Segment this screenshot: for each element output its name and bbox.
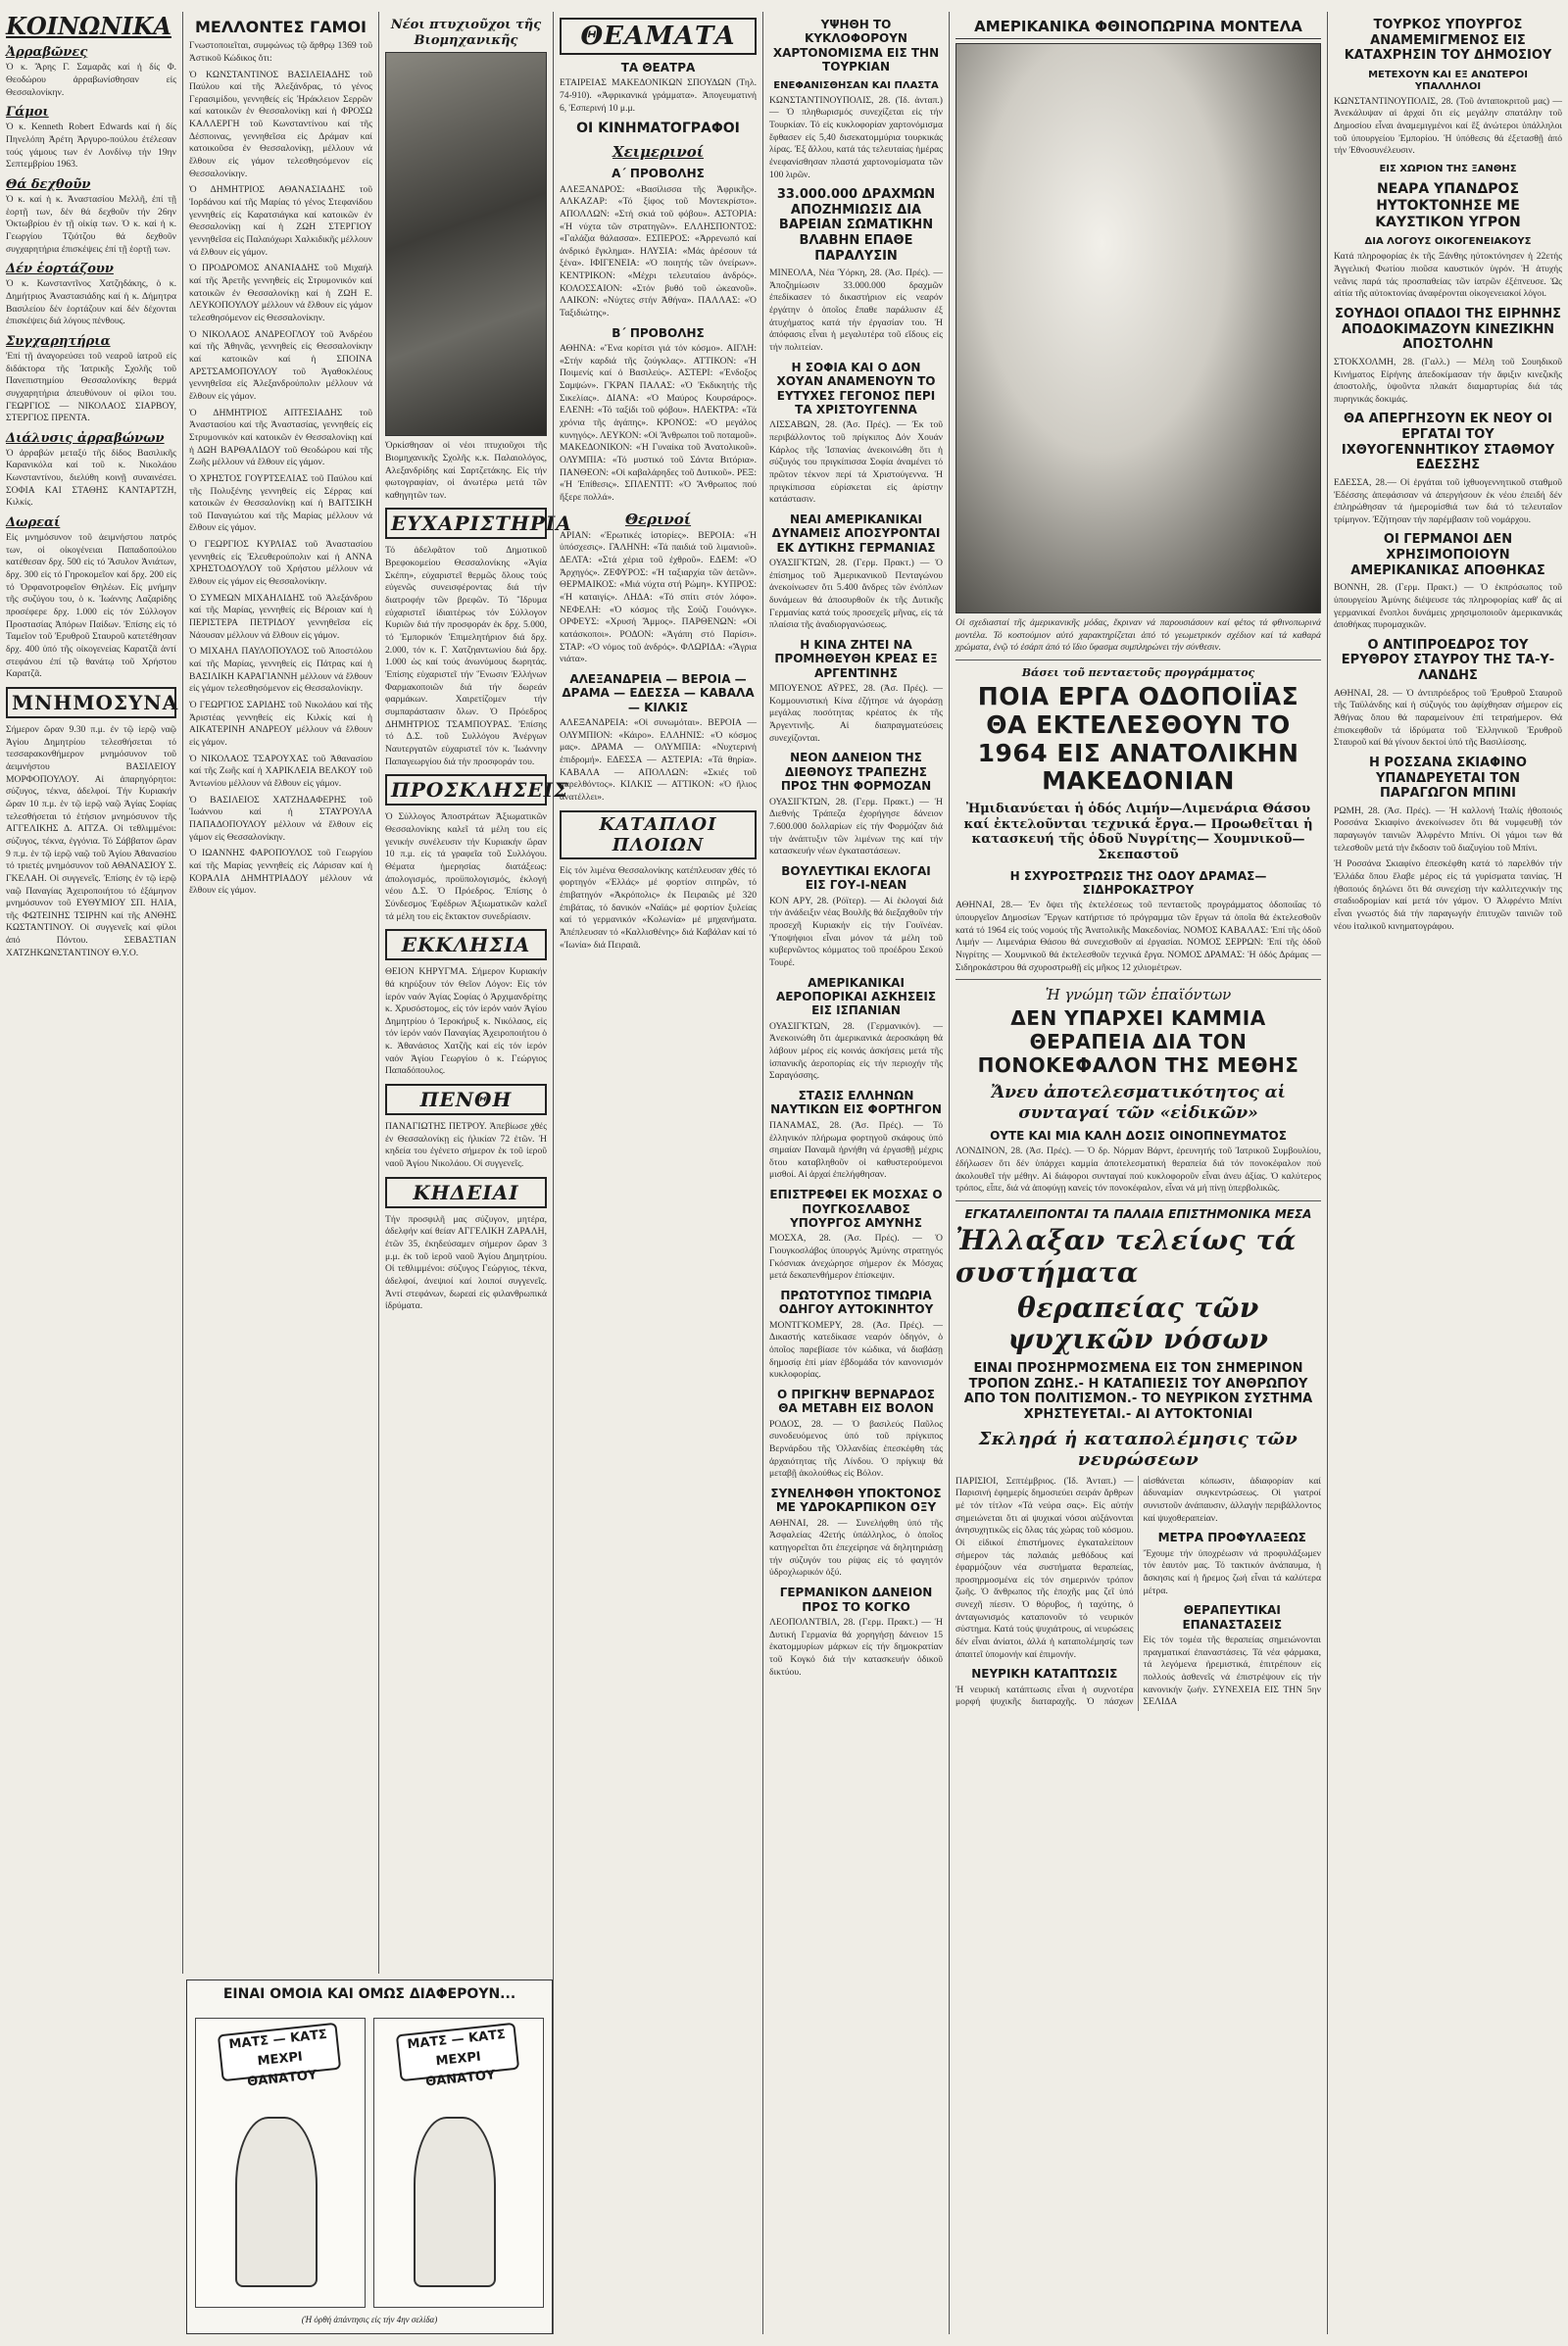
column-notices: [378, 12, 572, 1974]
drink-title: ΔΕΝ ΥΠΑΡΧΕΙ ΚΑΜΜΙΑ ΘΕΡΑΠΕΙΑ ΔΙΑ ΤΟΝ ΠΟΝΟΚΕΦΑΛΟΝ ΤΗΣ ΜΕΘΗΣ: [977, 1006, 1299, 1078]
marriage-notice: Ὁ ΒΑΣΙΛΕΙΟΣ ΧΑΤΖΗΔΑΦΕΡΗΣ τοῦ Ἰωάννου καί ἡ ΣΤΑΥΡΟΥΛΑ ΠΑΠΑΔΟΠΟΥΛΟΥ μέλλουν νά ἔλθουν εἰς γάμον εἰς Θεσσαλονίκην.: [189, 794, 372, 843]
mourning-text: ΠΑΝΑΓΙΩΤΗΣ ΠΕΤΡΟΥ. Ἀπεβίωσε χθές ἐν Θεσσαλονίκῃ εἰς ἡλικίαν 72 ἐτῶν. Ἡ κηδεία του ἐγένετο σήμερον ἐκ τοῦ ἱεροῦ ναοῦ Ἁγίου Νικολάου. Οἱ συγγενεῖς.: [385, 1121, 547, 1170]
second-run-label: Β΄ ΠΡΟΒΟΛΗΣ: [612, 325, 705, 340]
therapy-text: Εἰς τόν τομέα τῆς θεραπείας σημειώνονται πραγματικαί ἐπαναστάσεις. Τά νέα φάρμακα, τά λεγόμενα ἠρεμιστικά, ἐπιτρέπουν εἰς πολλούς ἀσθενεῖς νά ἐπιστρέψουν εἰς τήν κανονικήν ζωήν. ΣΥΝΕΧΕΙΑ ΕΙΣ ΤΗΝ 5ην ΣΕΛΙΔΑ: [1143, 1634, 1321, 1708]
right-news-2-text: Κατά πληροφορίας ἐκ τῆς Ξάνθης ηὐτοκτόνησεν ἡ 22ετής Ἀγγελική Φωτίου πιοῦσα καυστικόν ὑγρόν. Ἡ ἀτυχής νεᾶνις παρά τάς προσπαθείας τῶν ἰατρῶν ἐξέπνευσε. Ὡς αἰτία τῆς αὐτοκτονίας ἀναφέρονται οἰκογενειακοί λόγοι.: [1334, 251, 1562, 300]
news-8-title: ΑΜΕΡΙΚΑΝΙΚΑΙ ΑΕΡΟΠΟΡΙΚΑΙ ΑΣΚΗΣΕΙΣ ΕΙΣ ΙΣΠΑΝΙΑΝ: [775, 975, 937, 1018]
mental-subtitle-3: ΝΕΥΡΙΚΗ ΚΑΤΑΠΤΩΣΙΣ: [971, 1667, 1118, 1682]
news-10-title: ΕΠΙΣΤΡΕΦΕΙ ΕΚ ΜΟΣΧΑΣ Ο ΠΟΥΓΚΟΣΛΑΒΟΣ ΥΠΟΥΡΓΟΣ ΑΜΥΝΗΣ: [769, 1188, 943, 1230]
marriage-notice: Ὁ ΔΗΜΗΤΡΙΟΣ ΑΠΤΕΣΙΑΔΗΣ τοῦ Ἀναστασίου καί τῆς Ἀναστασίας, γεννηθείς εἰς Στρυμονικόν καί κατοικῶν ἐν Θεσσαλονίκῃ καί ἡ ΔΩΗ ΒΑΡΘΑΛΙΔΟΥ τοῦ Θεοδώρου καί τῆς Ζωῆς μέλλουν νά ἔλθουν εἰς γάμον.: [189, 407, 372, 468]
marriage-notice: Ὁ ΙΩΑΝΝΗΣ ΦΑΡΟΠΟΥΛΟΣ τοῦ Γεωργίου καί τῆς Μαρίας γεννηθείς εἰς Λάρισαν καί ἡ ΚΟΡΑΛΙΑ ΔΗΜΗΤΡΙΑΔΟΥ μέλλουν νά ἔλθουν εἰς γάμον.: [189, 848, 372, 897]
summer-list: ΑΡΙΑΝ: «Ἐρωτικές ἱστορίες». ΒΕΡΟΙΑ: «Ἡ ὑπόσχεσις». ΓΑΛΗΝΗ: «Τά παιδιά τοῦ λιμανιοῦ». ΔΕΛΤΑ: «Στά χέρια τοῦ ἐχθροῦ». ΕΔΕΜ: «Ὁ Ἀρχηγός». ΖΕΦΥΡΟΣ: «Ἡ ταξιαρχία τῶν ἀετῶν». ΘΕΡΜΑΙΚΟΣ: «Μιά νύχτα στή Ρώμη». ΚΥΠΡΟΣ: «Ἡ καταιγίς». ΛΗΔΑ: «Τό σπίτι στόν λόφο». ΝΕΦΕΛΗ: «Ὁ κόσμος τῆς Σούζι Γουόνγκ». ΟΡΦΕΥΣ: «Χρυσή Ἄμμος». ΠΑΡΘΕΝΩΝ: «Οἱ κατάσκοποι». ΡΟΔΟΝ: «Ἀγάπη στό Παρίσι». ΣΤΑΡ: «Ὁ νόμος τοῦ ἀνδρός». ΦΛΩΡΙΔΑ: «Ἄγρια νιάτα».: [560, 529, 757, 665]
right-news-4-title: ΘΑ ΑΠΕΡΓΗΣΟΥΝ ΕΚ ΝΕΟΥ ΟΙ ΕΡΓΑΤΑΙ ΤΟΥ ΙΧΘΥΟΓΕΝΝΗΤΙΚΟΥ ΣΤΑΘΜΟΥ ΕΔΕΣΣΗΣ: [1341, 412, 1555, 473]
provinces-label: ΑΛΕΞΑΝΔΡΕΙΑ — ΒΕΡΟΙΑ — ΔΡΑΜΑ — ΕΔΕΣΣΑ — ΚΑΒΑΛΑ — ΚΙΛΚΙΣ: [562, 671, 755, 714]
receptions-heading: Θά δεχθοῦν: [6, 176, 91, 192]
right-news-2-title: ΝΕΑΡΑ ΥΠΑΝΔΡΟΣ ΗΥΤΟΚΤΟΝΗΣΕ ΜΕ ΚΑΥΣΤΙΚΟΝ ΥΓΡΟΝ: [1375, 181, 1521, 230]
news-1-title: ΥΨΗΘΗ ΤΟ ΚΥΚΛΟΦΟΡΟΥΝ ΧΑΡΤΟΝΟΜΙΣΜΑ ΕΙΣ ΤΗΝ ΤΟΥΡΚΙΑΝ: [772, 18, 940, 74]
church-title: ΕΚΚΛΗΣΙΑ: [385, 929, 547, 960]
engagements-heading: Ἀρραβῶνες: [6, 45, 88, 61]
fashion-photo: [956, 43, 1321, 613]
memorials-title: ΜΝΗΜΟΣΥΝΑ: [6, 687, 176, 718]
news-7-title: ΒΟΥΛΕΥΤΙΚΑΙ ΕΚΛΟΓΑΙ ΕΙΣ ΓΟΥ-Ι-ΝΕΑΝ: [781, 863, 931, 893]
thanks-text: Τό ἀδελφᾶτον τοῦ Δημοτικοῦ Βρεφοκομείου Θεσσαλονίκης «Ἁγία Σκέπη», εὐχαριστεῖ θερμῶς ὅλους τούς εὐγενῶς συνεισφέροντας διά τήν διατροφήν τῶν βρεφῶν. Τό Ἵδρυμα εὐχαριστεῖ ἰδιαιτέρως τόν Σύλλογον Κυριῶν διά τήν προσφοράν ἐκ δρχ. 5.000, τό Ἐμπορικόν Ἐπιμελητήριον διά δρχ. 2.000, τόν κ. Γ. Χατζηαντωνίου διά δρχ. 1.000 ὡς καί τούς ἀνωνύμους δωρητάς. Ἐπίσης εὐχαριστεῖ τήν Ἕνωσιν Ἐλλήνων Φαρμακοποιῶν διά τήν δωρεάν φαρμάκων. Χαιρετίζομεν τήν συμπαράστασιν ὅλων. Ὁ Πρόεδρος ΔΗΜΗΤΡΙΟΣ ΤΣΑΜΠΟΥΡΑΣ. Ἐπίσης τό Δ.Σ. τοῦ Συλλόγου Ἀνέργων Ναυτεργατῶν εὐχαριστεῖ τόν κ. Ἰωάννην Παπαγεωργίου διά τήν προσφοράν του.: [385, 545, 547, 767]
marriage-notice: Ὁ ΓΕΩΡΓΙΟΣ ΣΑΡΙΔΗΣ τοῦ Νικολάου καί τῆς Ἀριστέας γεννηθείς εἰς Κιλκίς καί ἡ ΑΙΚΑΤΕΡΙΝΗ ΑΝΔΡΕΟΥ μέλλουν νά ἔλθουν εἰς γάμον.: [189, 700, 372, 748]
mental-title-1: Ἠλλαξαν τελείως τά συστήματα: [956, 1224, 1297, 1289]
marriage-notice: Ὁ ΜΙΧΑΗΛ ΠΑΥΛΟΠΟΥΛΟΣ τοῦ Ἀποστόλου καί τῆς Μαρίας, γεννηθείς εἰς Πάτρας καί ἡ ΒΑΣΙΛΙΚΗ ΚΑΡΑΓΙΑΝΝΗ μέλλουν νά ἔλθουν εἰς γάμον τελεσθησόμενον εἰς Θεσσαλονίκην.: [189, 646, 372, 695]
right-news-6-text: ΑΘΗΝΑΙ, 28. — Ὁ ἀντιπρόεδρος τοῦ Ἐρυθροῦ Σταυροῦ τῆς Ταϋλάνδης καί ἡ σύζυγός του ἀφίχθησαν σήμερον εἰς Ἀθήνας ὅπου θά παραμείνουν ἐπί τετραήμερον. Θά ἐπισκεφθοῦν τά ἱδρύματα τοῦ Ἑλληνικοῦ Ἐρυθροῦ Σταυροῦ καί θά γίνουν δεκτοί ὑπό τῆς Βασιλίσσης.: [1334, 687, 1562, 749]
news-1-text: ΚΩΝΣΤΑΝΤΙΝΟΥΠΟΛΙΣ, 28. (Ἰδ. ἀνταπ.) — Ὁ πληθωρισμός συνεχίζεται εἰς τήν Τουρκίαν. Τό εἰς κυκλοφορίαν χαρτονόμισμα ἔφθασεν εἰς 5,40 δισεκατομμύρια τουρκικάς λίρας. Ἐξ ἄλλου, κατά τάς τελευταίας ἡμέρας ἐνεφανίσθησαν πλαστά χαρτονομίσματα τῶν 100 λιρῶν.: [769, 94, 943, 180]
graduates-title: Νέοι πτυχιοῦχοι τῆς Βιομηχανικῆς: [390, 18, 542, 48]
news-14-title: ΓΕΡΜΑΝΙΚΟΝ ΔΑΝΕΙΟΝ ΠΡΟΣ ΤΟ ΚΟΓΚΟ: [779, 1586, 933, 1614]
drink-subtitle: Ἄνευ ἀποτελεσματικότητος αἱ συνταγαί τῶν «εἰδικῶν»: [991, 1083, 1286, 1123]
donations-text: Εἰς μνημόσυνον τοῦ ἀειμνήστου πατρός των, οἱ οἰκογένειαι Παπαδοπούλου κατέθεσαν δρχ. 500 εἰς τό Ἄσυλον Ἀνιάτων, δρχ. 300 εἰς τό Γηροκομεῖον καί δρχ. 200 εἰς τό Ὀρφανοτροφεῖον Θηλέων. Εἰς μνήμην τῆς συζύγου του, ὁ κ. Ἰωάννης Λαζαρίδης προσέφερε δρχ. 1.000 εἰς τόν Σύλλογον Προστασίας Ἀπόρων Παίδων. Ἐπίσης εἰς τό Ταμεῖον τοῦ Ἐρυθροῦ Σταυροῦ κατετέθησαν δρχ. 400 ὑπό τῆς οἰκογενείας Καρατζᾶ ἀντί στεφάνου ἐπί τῷ θανάτῳ τοῦ Χρήστου Καρατζᾶ.: [6, 532, 176, 680]
shows-title: ΘΕΑΜΑΤΑ: [560, 18, 757, 55]
drink-subtitle-2: ΟΥΤΕ ΚΑΙ ΜΙΑ ΚΑΛΗ ΔΟΣΙΣ ΟΙΝΟΠΝΕΥΜΑΤΟΣ: [990, 1129, 1287, 1144]
divider: [956, 979, 1321, 980]
news-7-text: ΚΟΝ ΑΡΥ, 28. (Ρόϊτερ). — Αἱ ἐκλογαί διά τήν ἀνάδειξιν νέας Βουλῆς θά διεξαχθοῦν τήν προσεχῆ Κυριακήν εἰς τήν Γουϊνέαν. Ὑποψήφιοι εἶναι μόνον τά μέλη τοῦ κυβερνῶντος κόμματος τοῦ προέδρου Σεκού Τουρέ.: [769, 895, 943, 968]
invites-text: Ὁ Σύλλογος Ἀποστράτων Ἀξιωματικῶν Θεσσαλονίκης καλεῖ τά μέλη του εἰς γενικήν συνέλευσιν τήν Κυριακήν ὥραν 10 π.μ. εἰς τά γραφεῖα τοῦ Συλλόγου. Θέματα ἡμερησίας διατάξεως: ἀπολογισμός, προϋπολογισμός, ἐκλογή νέου Δ.Σ. Ὁ Πρόεδρος. Ἐπίσης ὁ Σύνδεσμος Ἐφέδρων Ἀξιωματικῶν καλεῖ τά μέλη του εἰς ἔκτακτον συνεδρίασιν.: [385, 811, 547, 922]
news-3-text: ΛΙΣΣΑΒΩΝ, 28. (Ἀσ. Πρές). — Ἐκ τοῦ περιβάλλοντος τοῦ πρίγκιπος Δόν Χουάν Κάρλος τῆς Ἱσπανίας ἀνεκοινώθη ὅτι ἡ σύζυγός του πριγκίπισσα Σοφία ἀναμένει τό πρῶτον τέκνον περί τά Χριστούγεννα. Ἡ πριγκίπισσα εὑρίσκεται εἰς ἀρίστην κατάστασιν.: [769, 419, 943, 506]
ships-title: ΚΑΤΑΠΛΟΙ ΠΛΟΙΩΝ: [560, 810, 757, 859]
news-12-title: Ο ΠΡΙΓΚΗΨ ΒΕΡΝΑΡΔΟΣ ΘΑ ΜΕΤΑΒΗ ΕΙΣ ΒΟΛΟΝ: [777, 1387, 935, 1416]
weddings-heading: Γάμοι: [6, 105, 49, 121]
marriage-notice: Ὁ ΧΡΗΣΤΟΣ ΓΟΥΡΤΣΕΛΙΑΣ τοῦ Παύλου καί τῆς Πολυξένης γεννηθείς εἰς Σέρρας καί κατοικῶν ἐν Θεσσαλονίκῃ καί ἡ ΒΑΙΤΣΙΚΗ τοῦ Παναγιώτου καί τῆς Μαρίας μέλλουν νά ἔλθουν εἰς γάμον.: [189, 472, 372, 534]
mental-subtitle-4: ΜΕΤΡΑ ΠΡΟΦΥΛΑΞΕΩΣ: [1157, 1531, 1306, 1545]
right-news-7-title: Η ΡΟΣΣΑΝΑ ΣΚΙΑΦΙΝΟ ΥΠΑΝΔΡΕΥΕΤΑΙ ΤΟΝ ΠΑΡΑΓΩΓΟΝ ΜΠΙΝΙ: [1369, 755, 1527, 802]
therapy-label: ΘΕΡΑΠΕΥΤΙΚΑΙ ΕΠΑΝΑΣΤΑΣΕΙΣ: [1182, 1603, 1283, 1632]
plan-subtitle-2: Η ΣΧΥΡΟΣΤΡΩΣΙΣ ΤΗΣ ΟΔΟΥ ΔΡΑΜΑΣ—ΣΙΔΗΡΟΚΑΣΤΡΟΥ: [1009, 868, 1267, 897]
marriage-notice: Ὁ ΝΙΚΟΛΑΟΣ ΑΝΔΡΕΟΓΛΟΥ τοῦ Ἀνδρέου καί τῆς Ἀθηνᾶς, γεννηθείς εἰς Θεσσαλονίκην καί κατοικῶν καί ἡ ΣΠΟΙΝΑ ΑΡΣΤΣΑΜΟΠΟΥΛΟΥ τοῦ Ἀγαθοκλέους γεννηθεῖσα εἰς Ἀλεξανδρούπολιν μέλλουν νά ἔλθουν εἰς γάμον.: [189, 328, 372, 402]
church-text: ΘΕΙΟΝ ΚΗΡΥΓΜΑ. Σήμερον Κυριακήν θά κηρύξουν τόν Θεῖον Λόγον: Εἰς τόν ἱερόν ναόν Ἁγίας Σοφίας ὁ Ἀρχιμανδρίτης κ. Χρυσόστομος, εἰς τόν ἱερόν ναόν Ἁγίου Δημητρίου ὁ Ἱεροκήρυξ κ. Νικόλαος, εἰς τόν ἱερόν ναόν Παναγίας Ἀχειροποιήτου ὁ κ. Ἀθανάσιος Χατζῆς καί εἰς τόν ἱερόν ναόν Ἁγίου Γεωργίου ὁ κ. Γεώργιος Παπαδόπουλος.: [385, 966, 547, 1077]
column-social: [0, 12, 182, 2334]
funerals-text: Τήν προσφιλῆ μας σύζυγον, μητέρα, ἀδελφήν καί θείαν ΑΓΓΕΛΙΚΗ ΖΑΡΑΛΗ, ἐτῶν 35, ἐκηδεύσαμεν σήμερον ὥραν 3 μ.μ. ἐκ τοῦ ἱεροῦ ναοῦ Ἁγίου Δημητρίου. Οἱ τεθλιμμένοι: σύζυγος Γεώργιος, τέκνα, ἀδελφοί, ἀνεψιοί καί λοιποί συγγενεῖς. Ἀντί στεφάνων, δωρεαί εἰς φιλανθρωπικά ἱδρύματα.: [385, 1213, 547, 1312]
news-2-text: ΜΙΝΕΟΛΑ, Νέα Ὑόρκη, 28. (Ἀσ. Πρές). — Ἀποζημίωσιν 33.000.000 δραχμῶν ἐπεδίκασεν τό δικαστήριον εἰς νεαρόν ἐργάτην ὁ ὁποῖος ἔπαθε παράλυσιν ἐξ ἀτυχήματος κατά τήν ἐργασίαν του. Ἡ ἀπόφασις εἶναι ἡ μεγαλυτέρα τοῦ εἴδους εἰς τήν πολιτείαν.: [769, 268, 943, 354]
no-celebration-text: Ὁ κ. Κωνσταντῖνος Χατζηδάκης, ὁ κ. Δημήτριος Ἀναστασιάδης καί ἡ κ. Δήμητρα Βασιλείου δέν ἑορτάζουν καί δέν δέχονται ἐπισκέψεις διά λόγους πένθους.: [6, 278, 176, 327]
right-news-4-text: ΕΔΕΣΣΑ, 28.— Οἱ ἐργάται τοῦ ἰχθυογεννητικοῦ σταθμοῦ Ἐδέσσης ἀπεφάσισαν νά ἀπεργήσουν ἐκ νέου ἐπειδή δέν ἐπληρώθησαν τά ἡμερομίσθιά των διά τό τελευταῖον τρίμηνον. Ἐζήτησαν τήν παρέμβασιν τοῦ νομάρχου.: [1334, 476, 1562, 525]
news-1-subtitle: ΕΝΕΦΑΝΙΣΘΗΣΑΝ ΚΑΙ ΠΛΑΣΤΑ: [773, 79, 939, 91]
news-2-title: 33.000.000 ΔΡΑΧΜΩΝ ΑΠΟΖΗΜΙΩΣΙΣ ΔΙΑ ΒΑΡΕΙΑΝ ΣΩΜΑΤΙΚΗΝ ΒΛΑΒΗΝ ΕΠΑΘΕ ΠΑΡΑΛΥΣΙΝ: [776, 187, 936, 264]
mental-text: ΠΑΡΙΣΙΟΙ, Σεπτέμβριος. (Ἰδ. Ἀνταπ.) — Παρισινή ἐφημερίς δημοσιεύει σειράν ἄρθρων μέ τόν τίτλον «Τά νεύρα σας». Εἰς αὐτήν σημειώνεται ὅτι αἱ ψυχικαί νόσοι αὐξάνονται ἀνησυχητικῶς εἰς ὅλας τάς χώρας τοῦ κόσμου. Οἱ εἰδικοί ἐπιστήμονες ἐγκαταλείπουν σήμερον τάς παλαιάς μεθόδους καί ἐφαρμόζουν νέα συστήματα θεραπείας, προσηρμοσμένα εἰς τόν σημερινόν τρόπον ζωῆς. Ὁ ἄνθρωπος τῆς ἐποχῆς μας ζεῖ ὑπό συνεχῆ πίεσιν. Ὁ θόρυβος, ἡ ταχύτης, ὁ ἀνταγωνισμός καταπονοῦν τό νευρικόν σύστημα. Κατά τούς ψυχιάτρους, αἱ νευρώσεις δέν εἶναι ἀνίατοι, ἀλλά ἡ καταπολέμησίς των ἀπαιτεῖ ὑπομονήν καί ἐπιμονήν.: [956, 1475, 1134, 1660]
right-news-7-text-2: Ἡ Ροσσάνα Σκιαφίνο ἐπεσκέφθη κατά τό παρελθόν τήν Ἑλλάδα ὅπου ἔλαβε μέρος εἰς τά γυρίσματα ταινίας. Ἡ ἠθοποιός δηλώνει ὅτι θά συνεχίσῃ τήν καλλιτεχνικήν της σταδιοδρομίαν καί μετά τόν γάμον. Ὁ Ἀλφρέντο Μπίνι εἶναι γνωστός διά τήν παραγωγήν ἐπιτυχῶν ταινιῶν τοῦ νέου ἰταλικοῦ κινηματογράφου.: [1334, 858, 1562, 932]
right-news-7-text: ΡΩΜΗ, 28. (Ἀσ. Πρές). — Ἡ καλλονή Ἰταλίς ἠθοποιός Ροσσάνα Σκιαφίνο ἀνεκοίνωσεν ὅτι θά νυμφευθῇ τόν παραγωγόν ταινιῶν Ἀλφρέντο Μπίνι. Οἱ γάμοι των θά τελεσθοῦν μετά τήν ἔκδοσιν τοῦ διαζυγίου τοῦ Μπίνι.: [1334, 805, 1562, 854]
mental-kicker: ΕΓΚΑΤΑΛΕΙΠΟΝΤΑΙ ΤΑ ΠΑΛΑΙΑ ΕΠΙΣΤΗΜΟΝΙΚΑ ΜΕΣΑ: [964, 1207, 1312, 1222]
mental-body: [956, 1476, 1321, 1711]
marriage-notice: Ὁ ΝΙΚΟΛΑΟΣ ΤΣΑΡΟΥΧΑΣ τοῦ Ἀθανασίου καί τῆς Ζωῆς καί ἡ ΧΑΡΙΚΛΕΙΑ ΒΕΛΚΟΥ τοῦ Ἀντωνίου μέλλουν νά ἔλθουν εἰς γάμον.: [189, 753, 372, 789]
news-5-title: Η ΚΙΝΑ ΖΗΤΕΙ ΝΑ ΠΡΟΜΗΘΕΥΘΗ ΚΡΕΑΣ ΕΞ ΑΡΓΕΝΤΙΝΗΣ: [774, 637, 938, 680]
right-news-3-title: ΣΟΥΗΔΟΙ ΟΠΑΔΟΙ ΤΗΣ ΕΙΡΗΝΗΣ ΑΠΟΔΟΚΙΜΑΖΟΥΝ ΚΙΝΕΖΙΚΗΝ ΑΠΟΣΤΟΛΗΝ: [1334, 307, 1562, 353]
cartoon-figure-right: [414, 2117, 496, 2287]
right-news-2-label: ΕΙΣ ΧΩΡΙΟΝ ΤΗΣ ΞΑΝΘΗΣ: [1379, 164, 1517, 175]
news-14-text: ΛΕΟΠΟΛΝΤΒΙΛ, 28. (Γερμ. Πρακτ.) — Ἡ Δυτική Γερμανία θά χορηγήσῃ δάνειον 15 ἑκατομμυρίων μάρκων εἰς τήν δημοκρατίαν τοῦ Κογκό διά τήν κατασκευήν ὁδικοῦ δικτύου.: [769, 1616, 943, 1678]
fashion-caption: Οἱ σχεδιασταί τῆς ἀμερικανικῆς μόδας, ἔκριναν νά παρουσιάσουν καί φέτος τά φθινοπωρινά μοντέλα. Τό κοστούμιον αὐτό χαρακτηρίζεται ἀπό τό γεωμετρικόν σχέδιον καί τά καθαρά χρώματα, ἐνῷ τό ἐσάρπ ἀπό τό ἴδιο ὕφασμα συμπληρώνει τήν σύνθεσιν.: [956, 617, 1321, 654]
news-8-text: ΟΥΑΣΙΓΚΤΩΝ, 28. (Γερμανικόν). — Ἀνεκοινώθη ὅτι ἀμερικανικά ἀεροσκάφη θά λάβουν μέρος εἰς κοινάς ἀσκήσεις μετά τῆς ἱσπανικῆς ἀεροπορίας εἰς τήν περιοχήν τῆς Σαραγόσσης.: [769, 1020, 943, 1082]
marriage-notice: Ὁ ΓΕΩΡΓΙΟΣ ΚΥΡΛΙΑΣ τοῦ Ἀναστασίου γεννηθείς εἰς Ἐλευθερούπολιν καί ἡ ΑΝΝΑ ΧΡΗΣΤΟΔΟΥΛΟΥ τοῦ Χρήστου μέλλουν νά ἔλθουν εἰς γάμον εἰς Θεσσαλονίκην.: [189, 539, 372, 588]
engagements-text: Ὁ κ. Ἄρης Γ. Σαμαρᾶς καί ἡ δίς Φ. Θεοδώρου ἀρραβωνίσθησαν εἰς Θεσσαλονίκην.: [6, 62, 176, 98]
plan-title: ΠΟΙΑ ΕΡΓΑ ΟΔΟΠΟΙΪΑΣ ΘΑ ΕΚΤΕΛΕΣΘΟΥΝ ΤΟ 1964 ΕΙΣ ΑΝΑΤΟΛΙΚΗΝ ΜΑΚΕΔΟΝΙΑΝ: [977, 682, 1299, 796]
news-9-title: ΣΤΑΣΙΣ ΕΛΛΗΝΩΝ ΝΑΥΤΙΚΩΝ ΕΙΣ ΦΟΡΤΗΓΟΝ: [770, 1089, 942, 1117]
divider: [956, 1200, 1321, 1201]
marriage-notice: Ὁ ΠΡΟΔΡΟΜΟΣ ΑΝΑΝΙΑΔΗΣ τοῦ Μιχαήλ καί τῆς Ἀρετῆς γεννηθείς εἰς Στρυμονικόν καί κατοικῶν ἐν Θεσσαλονίκῃ καί ἡ ΖΩΗ Ε. ΛΕΥΚΟΠΟΥΛΟΥ μέλλουν νά ἔλθουν εἰς γάμον τελεσθησόμενον εἰς Θεσσαλονίκην.: [189, 263, 372, 323]
cinema-title: ΟΙ ΚΙΝΗΜΑΤΟΓΡΑΦΟΙ: [576, 121, 740, 137]
funerals-title: ΚΗΔΕΙΑΙ: [385, 1177, 547, 1208]
news-3-title: Η ΣΟΦΙΑ ΚΑΙ Ο ΔΟΝ ΧΟΥΑΝ ΑΝΑΜΕΝΟΥΝ ΤΟ ΕΥΤΥΧΕΣ ΓΕΓΟΝΟΣ ΠΕΡΙ ΤΑ ΧΡΙΣΤΟΥΓΕΝΝΑ: [776, 360, 936, 416]
cartoon: [186, 1979, 553, 2334]
cartoon-panel-left: [195, 2018, 366, 2308]
marriage-notice: Ὁ ΚΩΝΣΤΑΝΤΙΝΟΣ ΒΑΣΙΛΕΙΑΔΗΣ τοῦ Παύλου καί τῆς Ἀλεξάνδρας, τό γένος Γερασιμίδου, γεννηθείς εἰς Ἠράκλειον Σερρῶν καί κατοικῶν ἐν Θεσσαλονίκῃ καί ἡ ΦΡΟΣΩ ΚΑΛΛΕΡΓΗ τοῦ Κωνσταντίνου καί τῆς Δέσποινας, γεννηθεῖσα εἰς Δράμαν καί κατοικοῦσα ἐν Θεσσαλονίκῃ, μέλλουν νά ἔλθουν εἰς γάμον τελεσθησόμενον εἰς Θεσσαλονίκην.: [189, 69, 372, 179]
drink-kicker: Ἡ γνώμη τῶν ἐπαϊόντων: [1045, 986, 1232, 1004]
ships-text: Εἰς τόν λιμένα Θεσσαλονίκης κατέπλευσαν χθές τό φορτηγόν «Ἑλλάς» μέ φορτίον σιτηρῶν, τό ἐπιβατηγόν «Ἀκρόπολις» ἐκ Πειραιῶς μέ 320 ἐπιβάτας, τό δανικόν «Ναϊάς» μέ φορτίον ξυλείας καί τό γερμανικόν «Κολωνία» μέ μηχανήματα. Ἀπέπλευσαν τό «Καλλισθένης» διά Καβάλαν καί τό «Ἰωνία» διά Πειραιᾶ.: [560, 864, 757, 951]
news-6-title: ΝΕΟΝ ΔΑΝΕΙΟΝ ΤΗΣ ΔΙΕΘΝΟΥΣ ΤΡΑΠΕΖΗΣ ΠΡΟΣ ΤΗΝ ΦΟΡΜΟΖΑΝ: [780, 751, 932, 794]
news-12-text: ΡΟΔΟΣ, 28. — Ὁ βασιλεύς Παῦλος συνοδευόμενος ὑπό τοῦ πρίγκιπος Βερνάρδου τῆς Ὀλλανδίας ἐπεσκέφθη τάς ἀρχαιότητας τῆς Λίνδου. Ὁ πρίγκιψ θά μεταβῇ ἀκολούθως εἰς Βόλον.: [769, 1418, 943, 1480]
news-11-title: ΠΡΩΤΟΤΥΠΟΣ ΤΙΜΩΡΙΑ ΟΔΗΓΟΥ ΑΥΤΟΚΙΝΗΤΟΥ: [778, 1288, 934, 1317]
column-world-news: [762, 12, 949, 2334]
mental-subtitle-2: Σκληρά ἡ καταπολέμησις τῶν νευρώσεων: [978, 1428, 1298, 1470]
theatres-text: ΕΤΑΙΡΕΙΑΣ ΜΑΚΕΔΟΝΙΚΩΝ ΣΠΟΥΔΩΝ (Τηλ. 74-910). «Ἀφρικανικά γράμματα». Ἀπογευματινή 6, Ἑσπερινή 10 μ.μ.: [560, 77, 757, 114]
invites-title: ΠΡΟΣΚΛΗΣΕΙΣ: [385, 774, 547, 806]
provinces-list: ΑΛΕΞΑΝΔΡΕΙΑ: «Οἱ συνωμόται». ΒΕΡΟΙΑ — ΟΛΥΜΠΙΟΝ: «Κάιρο». ΕΛΛΗΝΙΣ: «Ὁ κόσμος μας». ΔΡΑΜΑ — ΟΛΥΜΠΙΑ: «Νυχτερινή ἐπιδρομή». ΕΔΕΣΣΑ — ΑΣΤΕΡΙΑ: «Τά θηρία». ΚΑΒΑΛΑ — ΑΠΟΛΛΩΝ: «Σκιές τοῦ παρελθόντος». ΚΙΛΚΙΣ — ΑΤΤΙΚΟΝ: «Ὁ ἥλιος ἀνατέλλει».: [560, 717, 757, 804]
mental-text-2: Ἡ νευρική κατάπτωσις εἶναι ἡ συχνοτέρα μορφή ψυχικῆς διαταραχῆς. Ὁ πάσχων αἰσθάνεται κόπωσιν, ἀδιαφορίαν καί ἀδυναμίαν συγκεντρώσεως. Οἱ γιατροί συνιστοῦν ἀνάπαυσιν, ἀλλαγήν περιβάλλοντος καί ψυχοθεραπείαν.: [956, 1475, 1321, 1708]
cartoon-panel-right: [373, 2018, 544, 2308]
news-10-text: ΜΟΣΧΑ, 28. (Ἀσ. Πρές). — Ὁ Γιουγκοσλάβος ὑπουργός Ἀμύνης στρατηγός Γκόσνιακ ἀνεχώρησε σήμερον ἐκ Μόσχας μετά δεκαπενθήμερον ἐπίσκεψιν.: [769, 1233, 943, 1282]
first-run-list: ΑΛΕΞΑΝΔΡΟΣ: «Βασίλισσα τῆς Ἀφρικῆς». ΑΛΚΑΖΑΡ: «Τό ξίφος τοῦ Μοντεκρίστο». ΑΠΟΛΛΩΝ: «Στή σκιά τοῦ φόβου». ΑΣΤΟΡΙΑ: «Ἡ νύχτα τῶν στρατηγῶν». ΕΛΛΗΣΠΟΝΤΟΣ: «Γαλάζια θάλασσα». ΕΣΠΕΡΟΣ: «Ἀρρενωπό καί ἀνδρικό ἔγκλημα». ΗΛΥΣΙΑ: «Μάς ἀρέσουν τά ξένα». ΙΦΙΓΕΝΕΙΑ: «Ὁ ποιητής τῶν ὀνείρων». ΚΕΝΤΡΙΚΟΝ: «Μέχρι τελευταίου ἀνδρός». ΚΟΛΟΣΣΑΙΟΝ: «Στόν βυθό τοῦ ὠκεανοῦ». ΛΑΙΚΟΝ: «Νύχτες στήν Ἀθήνα». ΠΑΛΛΑΣ: «Ὁ Ταξιδιώτης».: [560, 183, 757, 319]
cartoon-sign-left: ΜΑΤΣ — ΚΑΤΣ ΜΕΧΡΙ ΘΑΝΑΤΟΥ: [218, 2023, 341, 2081]
marriage-notice: Ὁ ΔΗΜΗΤΡΙΟΣ ΑΘΑΝΑΣΙΑΔΗΣ τοῦ Ἰορδάνου καί τῆς Μαρίας τό γένος Στεφανίδου γεννηθείς εἰς Καρατσιάγκα καί κατοικῶν ἐν Θεσσαλονίκῃ καί ἡ ΖΩΗ ΣΤΕΡΓΙΟΥ γεννηθεῖσα εἰς Παλαιόχωρι Χαλκιδικῆς μέλλουν νά ἔλθουν εἰς γάμον.: [189, 184, 372, 258]
right-news-5-title: ΟΙ ΓΕΡΜΑΝΟΙ ΔΕΝ ΧΡΗΣΙΜΟΠΟΙΟΥΝ ΑΜΕΡΙΚΑΝΙΚΑΣ ΑΠΟΘΗΚΑΣ: [1350, 532, 1545, 578]
marriages-title: ΜΕΛΛΟΝΤΕΣ ΓΑΜΟΙ: [194, 18, 367, 36]
right-news-1-title: ΤΟΥΡΚΟΣ ΥΠΟΥΡΓΟΣ ΑΝΑΜΕΜΙΓΜΕΝΟΣ ΕΙΣ ΚΑΤΑΧΡΗΣΙΝ ΤΟΥ ΔΗΜΟΣΙΟΥ: [1344, 18, 1552, 64]
news-6-text: ΟΥΑΣΙΓΚΤΩΝ, 28. (Γερμ. Πρακτ.) — Ἡ Διεθνής Τράπεζα ἐχορήγησε δάνειον 7.600.000 δολλαρίων εἰς τήν Φορμόζαν διά τήν ἀνάπτυξιν τῶν λιμένων της καί τήν κατασκευήν νέων ἐγκαταστάσεων.: [769, 796, 943, 857]
fashion-title: ΑΜΕΡΙΚΑΝΙΚΑ ΦΘΙΝΟΠΩΡΙΝΑ ΜΟΝΤΕΛΑ: [956, 18, 1321, 39]
right-news-3-text: ΣΤΟΚΧΟΛΜΗ, 28. (Γαλλ.) — Μέλη τοῦ Σουηδικοῦ Κινήματος Εἰρήνης ἀπεδοκίμασαν τήν ἄφιξιν κινεζικῆς ἀποστολῆς, ὑψοῦντα πλακάτ διαμαρτυρίας διά τάς πυρηνικάς δοκιμάς.: [1334, 356, 1562, 405]
column-features: [949, 12, 1327, 2334]
no-celebration-heading: Δέν ἑορτάζουν: [6, 262, 114, 277]
graduates-caption: Ὁρκίσθησαν οἱ νέοι πτυχιοῦχοι τῆς Βιομηχανικῆς Σχολῆς κ.κ. Παλαιολόγος, Αλεξανδρίδης καί Σαρτζετάκης. Εἰς τήν φωτογραφίαν, οἱ ἀνωτέρω μετά τῶν καθηγητῶν των.: [385, 440, 547, 501]
right-news-6-title: Ο ΑΝΤΙΠΡΟΕΔΡΟΣ ΤΟΥ ΕΡΥΘΡΟΥ ΣΤΑΥΡΟΥ ΤΗΣ ΤΑ-Υ-ΛΑΝΔΗΣ: [1341, 637, 1555, 684]
broken-engagement-text: Ὁ ἀρραβών μεταξύ τῆς δίδος Βασιλικῆς Καρανικόλα καί τοῦ κ. Νικολάου Κωνσταντίνου, διελύθη κοινῇ συναινέσει. ΣΟΦΙΑ ΚΑΙ ΣΤΑΘΗΣ ΚΑΝΤΑΡΤΖΗ, Κιλκίς.: [6, 447, 176, 509]
marriage-notice: Ὁ ΣΥΜΕΩΝ ΜΙΧΑΗΛΙΔΗΣ τοῦ Ἀλεξάνδρου καί τῆς Μαρίας, γεννηθείς εἰς Βέροιαν καί ἡ ΠΕΡΙΣΤΕΡΑ ΠΕΤΡΙΔΟΥ γεννηθεῖσα εἰς Νάουσαν μέλλουν νά ἔλθουν εἰς γάμον.: [189, 592, 372, 641]
plan-text: ΑΘΗΝΑΙ, 28.— Ἐν ὄψει τῆς ἐκτελέσεως τοῦ πενταετοῦς προγράμματος ὁδοποιΐας τό ὑπουργεῖον Δημοσίων Ἔργων κατήρτισε τό πρόγραμμα τῶν ἔργων τά ὁποῖα θά ἐκτελεσθοῦν κατά τό 1964 εἰς τούς νομούς τῆς Ἀνατολικῆς Μακεδονίας. ΝΟΜΟΣ ΚΑΒΑΛΑΣ: Ἐπί τῆς ὁδοῦ Λιμήν — Λιμενάρια Θάσου θά συνεχισθοῦν αἱ ἐργασίαι. ΝΟΜΟΣ ΣΕΡΡΩΝ: Ἐπί τῆς ὁδοῦ Νιγρίτης — Χουμνικοῦ θά ἐκτελεσθοῦν τεχνικά ἔργα. ΝΟΜΟΣ ΔΡΑΜΑΣ: Ἡ ὁδός Δράμας — Σιδηροκάστρου θά σχυροστρωθῇ εἰς μῆκος 12 χιλιομέτρων.: [956, 900, 1321, 973]
right-news-1-subtitle: ΜΕΤΕΧΟΥΝ ΚΑΙ ΕΞ ΑΝΩΤΕΡΟΙ ΥΠΑΛΛΗΛΟΙ: [1368, 69, 1528, 92]
right-news-1-text: ΚΩΝΣΤΑΝΤΙΝΟΥΠΟΛΙΣ, 28. (Τοῦ ἀνταποκριτοῦ μας) — Ἀνεκάλυψαν αἱ ἀρχαί ὅτι εἰς μεγάλην σπατάλην τοῦ Δημοσίου εἶναι ἀναμεμιγμένοι καί ἓξ ἀνώτεροι ὑπάλληλοι τοῦ ὑπουργείου Ἐμπορίου. Ἡ ὑπόθεσις θά ἐξετασθῇ ἀπό τήν Ἐθνοσυνέλευσιν.: [1334, 95, 1562, 157]
receptions-text: Ὁ κ. καί ἡ κ. Ἀναστασίου Μελλῆ, ἐπί τῇ ἑορτῇ των, δέν θά δεχθοῦν τήν 26ην Ὀκτωβρίου ἐν τῇ οἰκίᾳ των. Ὁ κ. καί ἡ κ. Γεωργίου Τζιότζου θά δεχθοῦν συγχαρητήρια ἐπισκέψεις ἐπί τῇ ἑορτῇ των.: [6, 193, 176, 255]
right-news-5-text: ΒΟΝΝΗ, 28. (Γερμ. Πρακτ.) — Ὁ ἐκπρόσωπος τοῦ ὑπουργείου Ἀμύνης διέψευσε τάς πληροφορίας καθ' ἅς αἱ γερμανικαί ἔνοπλοι δυνάμεις χρησιμοποιοῦν ἀμερικανικάς ἀποθήκας πυρομαχικῶν.: [1334, 582, 1562, 631]
column-shows: [553, 12, 762, 2334]
mental-text-3: Ἔχουμε τήν ὑποχρέωσιν νά προφυλάξωμεν τόν ἑαυτόν μας. Τό τακτικόν ἀνάπαυμα, ἡ ἄσκησις καί ἡ ἤρεμος ζωή εἶναι τά καλύτερα μέτρα.: [1143, 1547, 1321, 1596]
marriage-list: [189, 70, 372, 898]
congrats-text: Ἐπί τῇ ἀναγορεύσει τοῦ νεαροῦ ἰατροῦ εἰς διδάκτορα τῆς Ἰατρικῆς Σχολῆς τοῦ Πανεπιστημίου Θεσσαλονίκης θερμά συγχαρητήρια ἀπευθύνουν οἱ φίλοι του. ΓΕΩΡΓΙΟΣ — ΝΙΚΟΛΑΟΣ ΣΙΑΡΒΟΥ, ΣΤΕΡΓΙΟΣ ΠΡΕΝΤΑ.: [6, 350, 176, 424]
cartoon-title: ΕΙΝΑΙ ΟΜΟΙΑ ΚΑΙ ΟΜΩΣ ΔΙΑΦΕΡΟΥΝ...: [222, 1986, 516, 2002]
first-run-label: Α΄ ΠΡΟΒΟΛΗΣ: [612, 167, 705, 181]
broken-engagement-heading: Διάλυσις ἀρραβώνων: [6, 430, 165, 446]
cartoon-caption: (Ἡ ὀρθή ἀπάντησις εἰς τήν 4ην σελίδα): [301, 2314, 438, 2324]
column-marriages: [182, 12, 378, 1974]
news-11-text: ΜΟΝΤΓΚΟΜΕΡΥ, 28. (Ἀσ. Πρές). — Δικαστής κατεδίκασε νεαρόν ὁδηγόν, ὁ ὁποῖος παρεβίασε τόν κώδικα, νά διαβάσῃ δημοσίᾳ ἐπί μίαν ἑβδομάδα τόν κανονισμόν κυκλοφορίας.: [769, 1319, 943, 1381]
right-news-2-subtitle: ΔΙΑ ΛΟΓΟΥΣ ΟΙΚΟΓΕΝΕΙΑΚΟΥΣ: [1364, 236, 1532, 248]
memorials-text: Σήμερον ὥραν 9.30 π.μ. ἐν τῷ ἱερῷ ναῷ Ἁγίου Δημητρίου τελεσθήσεται τό τεσσαρακονθήμερον μνημόσυνον τοῦ ἀειμνήστου ΒΑΣΙΛΕΙΟΥ ΜΟΡΦΟΠΟΥΛΟΥ. Αἱ ἀπαρηγόρητοι: σύζυγος, τέκνα, ἀδελφοί. Τήν Κυριακήν ὥραν 10 π.μ. ἐν τῷ ἱερῷ ναῷ Ἁγίας Σοφίας τελεσθήσεται τό ἑτήσιον μνημόσυνον τῆς ΑΓΓΕΛΙΚΗΣ Δ. ΑΙΤΖΑ. Οἱ τεθλιμμένοι: σύζυγος, τέκνα, ἐγγόνια. Τό Σάββατον ὥραν 9 π.μ. ἐν τῷ ἱερῷ ναῷ τοῦ Ἁγίου Ἀθανασίου τό τριετές μνημόσυνον τοῦ ΑΘΑΝΑΣΙΟΥ Σ. ΓΚΕΛΑΗ. Οἱ συγγενεῖς. Ἐπίσης ἐν τῷ ἱερῷ ναῷ Παναγίας Ἀχειροποιήτου τό ἑξάμηνον μνημόσυνον τοῦ ΕΥΘΥΜΙΟΥ ΣΠ. ΗΛΙΑ, τῆς ΦΩΤΕΙΝΗΣ ΤΣΙΡΗΝ καί τῆς ΑΝΘΗΣ ΚΩΣΤΑΝΤΙΝΟΥ. Οἱ συγγενεῖς καί φίλοι ἀπό Πόντου. ΣΕΒΑΣΤΙΑΝ ΧΑΤΖΗΚΩΝΣΤΑΝΤΙΝΟΥ Θ.Υ.Ο.: [6, 723, 176, 958]
donations-heading: Δωρεαί: [6, 515, 61, 531]
marriages-intro: Γνωστοποιεῖται, συμφώνως τῷ ἄρθρῳ 1369 τοῦ Ἀστικοῦ Κώδικος ὅτι:: [189, 40, 372, 64]
weddings-text: Ὁ κ. Kenneth Robert Edwards καί ἡ δίς Πηνελόπη Ἀρέτη Ἀργυρο-πούλου ἐτέλεσαν τούς γάμους των ἐν Λονδίνῳ τήν 19ην Σεπτεμβρίου 1963.: [6, 122, 176, 171]
congrats-heading: Συγχαρητήρια: [6, 333, 111, 349]
social-title: ΚΟΙΝΩΝΙΚΑ: [6, 12, 172, 40]
mourning-title: ΠΕΝΘΗ: [385, 1084, 547, 1115]
mental-subtitle: ΕΙΝΑΙ ΠΡΟΣΗΡΜΟΣΜΕΝΑ ΕΙΣ ΤΟΝ ΣΗΜΕΡΙΝΟΝ ΤΡΟΠΟΝ ΖΩΗΣ.- Η ΚΑΤΑΠΙΕΣΙΣ ΤΟΥ ΑΝΘΡΩΠΟΥ ΑΠΟ ΤΟΝ ΠΟΛΙΤΙΣΜΟΝ.- ΤΟ ΝΕΥΡΙΚΟΝ ΣΥΣΤΗΜΑ ΧΡΗΣΤΕΥΕΤΑΙ.- ΑΙ ΑΥΤΟΚΤΟΝΙΑΙ: [963, 1361, 1313, 1422]
cartoon-sign-right: ΜΑΤΣ — ΚΑΤΣ ΜΕΧΡΙ ΘΑΝΑΤΟΥ: [396, 2023, 519, 2081]
news-4-text: ΟΥΑΣΙΓΚΤΩΝ, 28. (Γερμ. Πρακτ.) — Ὁ ἐπίσημος τοῦ Ἀμερικανικοῦ Πενταγώνου ἀνεκοίνωσεν ὅτι 5.400 ἄνδρες τῶν ἐνόπλων δυνάμεων θά ἀποσυρθοῦν ἐκ τῆς Δυτικῆς Γερμανίας κατά τούς προσεχεῖς μῆνας, εἰς τά πλαίσια τῆς ἀναδιοργανώσεως.: [769, 558, 943, 631]
news-13-title: ΣΥΝΕΛΗΦΘΗ ΥΠΟΚΤΟΝΟΣ ΜΕ ΥΔΡΟΚΑΡΠΙΚΟΝ ΟΞΥ: [770, 1487, 942, 1515]
summer-label: Θερινοί: [624, 510, 692, 528]
mental-title-2: θεραπείας τῶν ψυχικῶν νόσων: [1007, 1291, 1269, 1355]
thanks-title: ΕΥΧΑΡΙΣΤΗΡΙΑ: [385, 508, 547, 539]
theatres-label: ΤΑ ΘΕΑΤΡΑ: [620, 61, 696, 74]
column-right-news: [1327, 12, 1568, 2334]
cartoon-figure-left: [235, 2117, 318, 2287]
plan-subtitle: Ἠμιδιανύεται ἡ ὁδός Λιμήν—Λιμενάρια Θάσου καί ἐκτελοῦνται τεχνικά ἔργα.— Προωθεῖται ἡ κατασκευή τῆς ὁδοῦ Νυγρίτης— Χουμνικοῦ— Σκεπαστοῦ: [963, 802, 1313, 862]
plan-kicker: Βάσει τοῦ πενταετοῦς προγράμματος: [1021, 665, 1255, 679]
graduates-photo: [385, 52, 547, 436]
news-9-text: ΠΑΝΑΜΑΣ, 28. (Ἀσ. Πρές). — Τό ἑλληνικόν πλήρωμα φορτηγοῦ σκάφους ὑπό σημαίαν Παναμᾶ ἠρνήθη νά ἐργασθῇ μέχρις ὅτου καταβληθοῦν οἱ καθυστερούμενοι μισθοί. Αἱ ἀρχαί ἐπελήφθησαν.: [769, 1119, 943, 1181]
winter-label: Χειμερινοί: [612, 143, 705, 162]
news-5-text: ΜΠΟΥΕΝΟΣ ΑΫΡΕΣ, 28. (Ἀσ. Πρές). — Κομμουνιστική Κίνα ἐζήτησε νά ἀγοράσῃ μεγάλας ποσότητας κρέατος ἐκ τῆς Ἀργεντινῆς. Αἱ διαπραγματεύσεις συνεχίζονται.: [769, 683, 943, 744]
drink-text: ΛΟΝΔΙΝΟΝ, 28. (Ἀσ. Πρές). — Ὁ δρ. Νόρμαν Βάρντ, ἐρευνητής τοῦ Ἰατρικοῦ Συμβουλίου, ἐδήλωσεν ὅτι δέν ὑπάρχει καμμία ἀποτελεσματική θεραπεία διά τόν πονοκέφαλον πού ἀκολουθεῖ τήν μέθην. Αἱ διάφοροι συνταγαί πού κυκλοφοροῦν εἶναι ἀνευ ἀξίας. Ὁ καλύτερος τρόπος, εἶπε, διά νά ἀποφύγῃ κανείς τόν πονοκέφαλον, εἶναι νά μή πίνῃ ὑπερβολικῶς.: [956, 1146, 1321, 1195]
second-run-list: ΑΘΗΝΑ: «Ἕνα κορίτσι γιά τόν κόσμο». ΑΙΓΛΗ: «Στήν καρδιά τῆς ζούγκλας». ΑΤΤΙΚΟΝ: «Ἡ Ποιμενίς καί ὁ Βασιλεύς». ΑΣΤΕΡΙ: «Ἐνδοξος Σαμψών». ΓΚΡΑΝ ΠΑΛΑΣ: «Ὁ Ἐκδικητής τῆς Σικελίας». ΔΙΑΝΑ: «Ὁ Μαύρος Κουρσάρος». ΕΛΕΝΗ: «Τό ταξίδι τοῦ φόβου». ΗΛΕΚΤΡΑ: «Τά χρόνια τῆς ἀγάπης». ΚΡΟΝΟΣ: «Ὁ μεγάλος κυνηγός». ΛΕΥΚΟΝ: «Οἱ Ἄνθρωποι τοῦ ποταμοῦ». ΜΑΚΕΔΟΝΙΚΟΝ: «Ἡ Γυναίκα τοῦ Ἀνατολικοῦ». ΟΛΥΜΠΙΑ: «Τό μυστικό τοῦ Σάντα Βιτόρια». ΠΑΝΘΕΟΝ: «Οἱ καβαλάρηδες τοῦ Δυτικοῦ». ΡΕΞ: «Ἡ Ἐπίθεσις». ΣΠΛΕΝΤΙΤ: «Ὁ Ἄνθρωπος πού ἤξερε πολλά».: [560, 343, 757, 504]
news-13-text: ΑΘΗΝΑΙ, 28. — Συνελήφθη ὑπό τῆς Ἀσφαλείας 42ετής ὑπάλληλος, ὁ ὁποῖος κατηγορεῖται ὅτι ἐπεχείρησε νά δηλητηριάσῃ τήν σύζυγόν του ρίψας εἰς τό φαγητόν ὑδροχλωρικόν ὀξύ.: [769, 1517, 943, 1579]
news-4-title: ΝΕΑΙ ΑΜΕΡΙΚΑΝΙΚΑΙ ΔΥΝΑΜΕΙΣ ΑΠΟΣΥΡΟΝΤΑΙ ΕΚ ΔΥΤΙΚΗΣ ΓΕΡΜΑΝΙΑΣ: [771, 512, 941, 555]
